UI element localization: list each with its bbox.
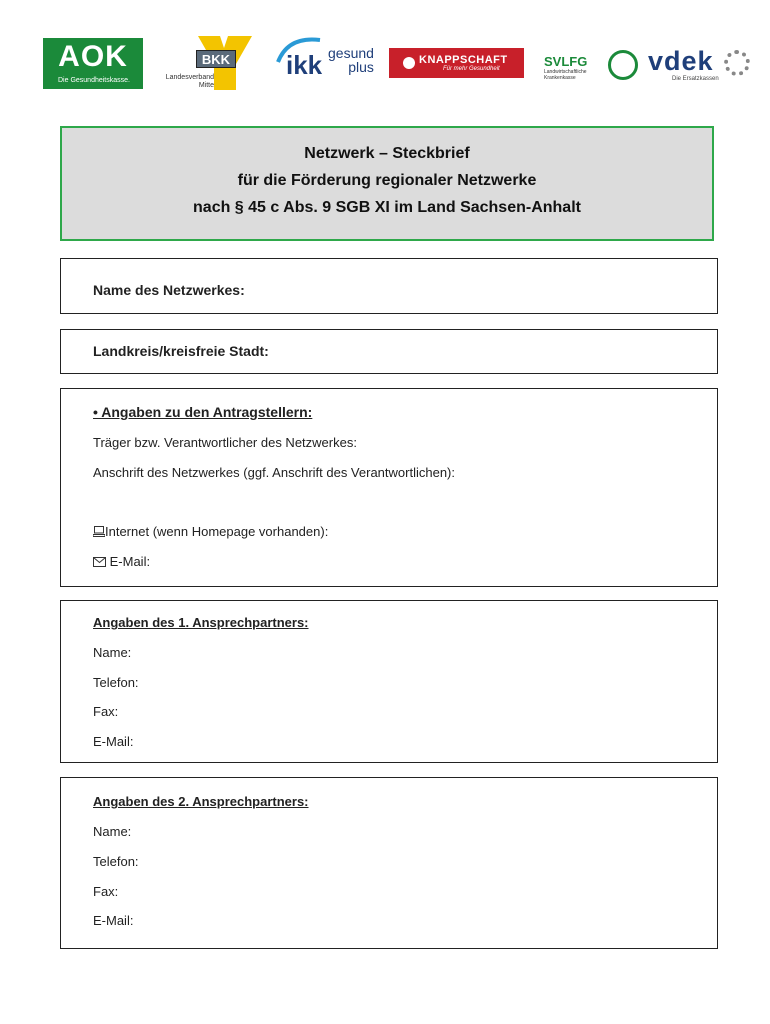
title-line-1: Netzwerk – Steckbrief (304, 145, 470, 162)
internet-row[interactable] (93, 524, 328, 539)
bkk-logo (158, 34, 258, 92)
ikk-logo-sub-1: gesund (328, 45, 374, 61)
ikk-logo-mark: ikk (286, 50, 323, 80)
network-name-field[interactable] (60, 258, 718, 314)
ikk-logo-sub (328, 46, 374, 74)
applicants-section (60, 388, 718, 587)
computer-icon (93, 526, 105, 537)
bkk-logo-mark: BKK (196, 50, 236, 68)
ikk-logo (272, 34, 380, 82)
document-title-box (60, 126, 714, 241)
bkk-logo-subtitle-1: Landesverband (165, 74, 214, 81)
email-row[interactable] (93, 554, 150, 569)
knappschaft-logo-tagline: Für mehr Gesundheit (443, 66, 500, 72)
vdek-logo-tagline: Die Ersatzkassen (672, 76, 719, 82)
district-field[interactable] (60, 329, 718, 374)
contact-1-email-label[interactable]: E-Mail: (93, 734, 134, 749)
contact-2-heading: Angaben des 2. Ansprechpartners: (93, 794, 309, 809)
svlfg-logo-sub-2: Krankenkasse (544, 75, 576, 81)
vdek-logo (608, 44, 756, 88)
district-label: Landkreis/kreisfreie Stadt: (93, 343, 269, 359)
network-name-label: Name des Netzwerkes: (93, 282, 245, 298)
title-line-2: für die Förderung regionaler Netzwerke (237, 172, 537, 189)
contact-2-section (60, 777, 718, 949)
internet-label: Internet (wenn Homepage vorhanden): (105, 524, 329, 539)
email-label: E-Mail: (109, 554, 151, 569)
applicants-heading: • Angaben zu den Antragstellern: (93, 404, 313, 420)
aok-logo (43, 38, 143, 89)
knappschaft-logo (389, 48, 524, 78)
knappschaft-logo-icon (403, 57, 415, 69)
svlfg-logo (544, 54, 604, 84)
vdek-logo-ring-icon (724, 50, 750, 76)
contact-2-name-label[interactable]: Name: (93, 824, 132, 839)
contact-1-fax-label[interactable]: Fax: (93, 704, 119, 719)
contact-1-section (60, 600, 718, 763)
contact-2-email-label[interactable]: E-Mail: (93, 913, 134, 928)
aok-logo-mark: AOK (58, 40, 128, 73)
contact-2-phone-label[interactable]: Telefon: (93, 854, 139, 869)
envelope-icon (93, 557, 106, 567)
aok-logo-tagline: Die Gesundheitskasse. (58, 77, 130, 84)
bkk-logo-subtitle (158, 74, 214, 90)
ikk-logo-sub-2: plus (348, 59, 374, 75)
contact-1-heading: Angaben des 1. Ansprechpartners: (93, 615, 309, 630)
contact-1-phone-label[interactable]: Telefon: (93, 675, 139, 690)
vdek-logo-circle-icon (608, 50, 638, 80)
title-line-3: nach § 45 c Abs. 9 SGB XI im Land Sachsen-Anhalt (193, 199, 581, 216)
sponsor-label[interactable]: Träger bzw. Verantwortlicher des Netzwerkes: (93, 435, 357, 450)
address-label[interactable]: Anschrift des Netzwerkes (ggf. Anschrift des Verantwortlichen): (93, 465, 455, 480)
bkk-logo-subtitle-2: Mitte (198, 82, 214, 89)
vdek-logo-mark: vdek (648, 46, 714, 76)
svlfg-logo-mark: SVLFG (544, 54, 588, 69)
svlfg-logo-sub-1: Landwirtschaftliche (544, 69, 587, 75)
contact-1-name-label[interactable]: Name: (93, 645, 132, 660)
knappschaft-logo-mark: KNAPPSCHAFT (419, 54, 508, 66)
contact-2-fax-label[interactable]: Fax: (93, 884, 119, 899)
